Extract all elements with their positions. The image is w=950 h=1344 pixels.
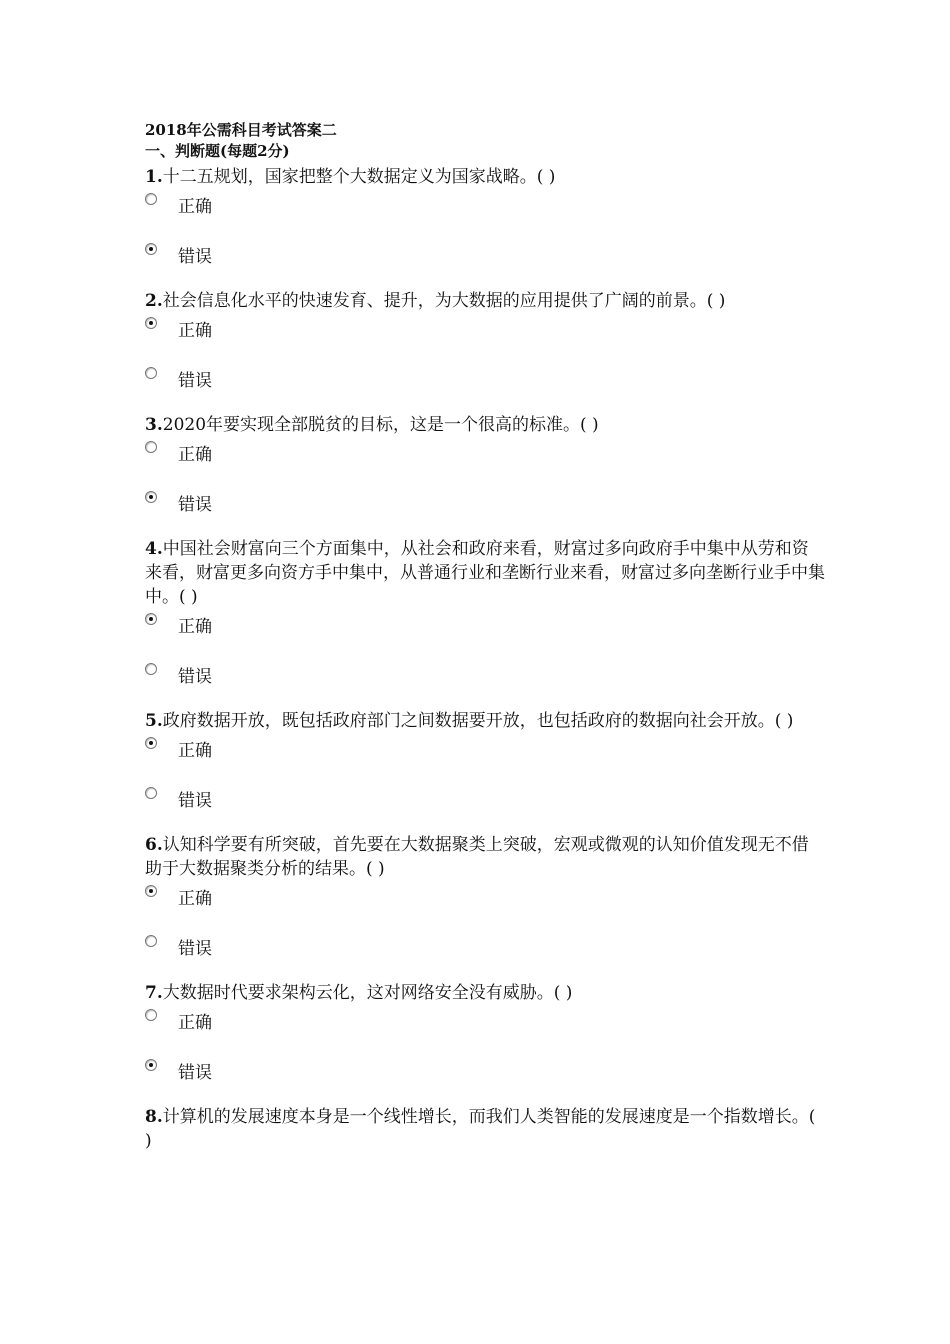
- question-number: 2.: [145, 291, 163, 311]
- option-label: 正确: [178, 741, 212, 761]
- radio-button[interactable]: [145, 1059, 157, 1071]
- radio-button[interactable]: [145, 317, 157, 329]
- option-label: 正确: [178, 197, 212, 217]
- option-correct[interactable]: [145, 609, 825, 659]
- question-number: 5.: [145, 711, 163, 731]
- radio-button[interactable]: [145, 663, 157, 675]
- question-text: 计算机的发展速度本身是一个线性增长，而我们人类智能的发展速度是一个指数增长。( ): [145, 1107, 816, 1151]
- radio-button[interactable]: [145, 935, 157, 947]
- option-label: 正确: [178, 889, 212, 909]
- document-title: 2018年公需科目考试答案二: [145, 121, 337, 139]
- question-number: 6.: [145, 835, 163, 855]
- option-label: 错误: [178, 939, 212, 959]
- option-correct[interactable]: [145, 1005, 825, 1055]
- option-wrong[interactable]: [145, 487, 825, 537]
- radio-button[interactable]: [145, 613, 157, 625]
- option-label: 错误: [178, 667, 212, 687]
- option-wrong[interactable]: [145, 783, 825, 833]
- option-correct[interactable]: [145, 437, 825, 487]
- radio-button[interactable]: [145, 367, 157, 379]
- question-8: [145, 1105, 825, 1153]
- section-heading: 一、判断题(每题2分): [145, 142, 290, 160]
- question-1: [145, 165, 825, 289]
- option-correct[interactable]: [145, 189, 825, 239]
- question-text: 社会信息化水平的快速发育、提升，为大数据的应用提供了广阔的前景。( ): [162, 291, 726, 311]
- option-correct[interactable]: [145, 313, 825, 363]
- option-wrong[interactable]: [145, 1055, 825, 1105]
- radio-button[interactable]: [145, 441, 157, 453]
- option-label: 错误: [178, 371, 212, 391]
- question-text: 大数据时代要求架构云化，这对网络安全没有威胁。( ): [162, 983, 573, 1003]
- radio-button[interactable]: [145, 885, 157, 897]
- option-label: 正确: [178, 1013, 212, 1033]
- radio-button[interactable]: [145, 1009, 157, 1021]
- option-wrong[interactable]: [145, 659, 825, 709]
- option-label: 错误: [178, 495, 212, 515]
- question-4: [145, 537, 825, 709]
- option-label: 正确: [178, 617, 212, 637]
- radio-button[interactable]: [145, 193, 157, 205]
- option-correct[interactable]: [145, 733, 825, 783]
- question-5: [145, 709, 825, 833]
- option-label: 错误: [178, 1063, 212, 1083]
- question-2: [145, 289, 825, 413]
- question-text: 2020年要实现全部脱贫的目标，这是一个很高的标准。( ): [162, 415, 599, 435]
- question-number: 7.: [145, 983, 163, 1003]
- option-wrong[interactable]: [145, 931, 825, 981]
- radio-button[interactable]: [145, 491, 157, 503]
- question-7: [145, 981, 825, 1105]
- option-label: 正确: [178, 445, 212, 465]
- option-label: 正确: [178, 321, 212, 341]
- radio-button[interactable]: [145, 787, 157, 799]
- option-wrong[interactable]: [145, 239, 825, 289]
- option-correct[interactable]: [145, 881, 825, 931]
- question-number: 4.: [145, 539, 163, 559]
- option-label: 错误: [178, 247, 212, 267]
- question-text: 中国社会财富向三个方面集中，从社会和政府来看，财富过多向政府手中集中从劳和资来看，财富更多向资方手中集中，从普通行业和垄断行业来看，财富过多向垄断行业手中集中。( ): [145, 539, 825, 607]
- option-wrong[interactable]: [145, 363, 825, 413]
- question-3: [145, 413, 825, 537]
- question-number: 8.: [145, 1107, 163, 1127]
- radio-button[interactable]: [145, 243, 157, 255]
- question-number: 3.: [145, 415, 163, 435]
- question-text: 十二五规划，国家把整个大数据定义为国家战略。( ): [162, 167, 556, 187]
- question-number: 1.: [145, 167, 163, 187]
- question-text: 政府数据开放，既包括政府部门之间数据要开放，也包括政府的数据向社会开放。( ): [162, 711, 794, 731]
- question-6: [145, 833, 825, 981]
- document: [145, 120, 825, 1153]
- radio-button[interactable]: [145, 737, 157, 749]
- question-text: 认知科学要有所突破，首先要在大数据聚类上突破，宏观或微观的认知价值发现无不借助于大数据聚类分析的结果。( ): [145, 835, 809, 879]
- option-label: 错误: [178, 791, 212, 811]
